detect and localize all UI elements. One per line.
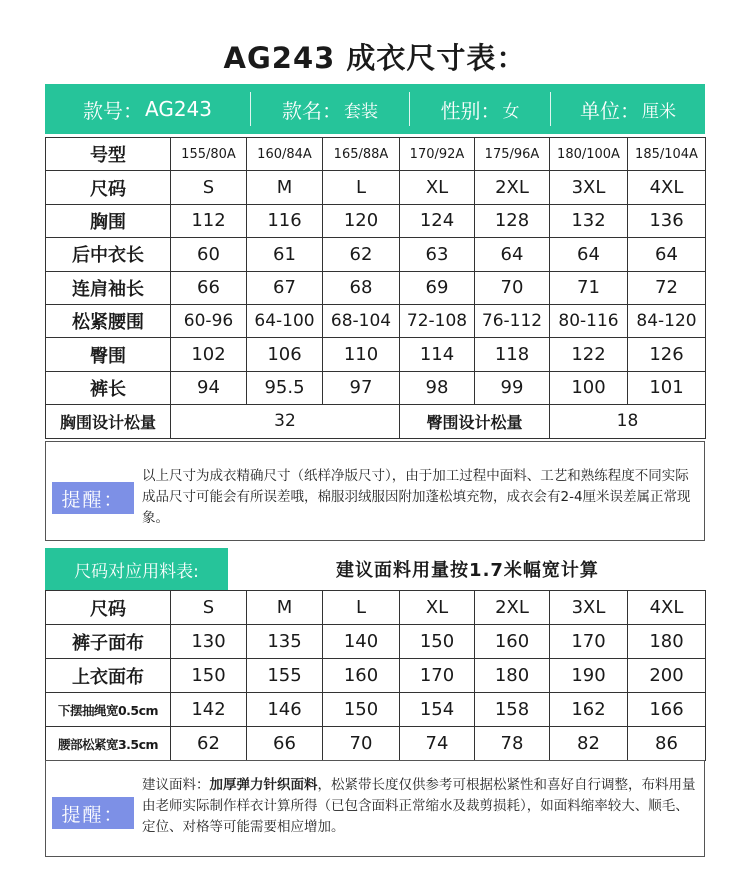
table-cell: 118 [475, 338, 550, 371]
table-cell: 66 [171, 271, 247, 304]
table-cell: 64 [628, 238, 706, 271]
fabric-reminder-body: ，松紧带长度仅供参考可根据松紧性和喜好自行调整，布料用量由老师实际制作样衣计算所得（已包含面料正常缩水及裁剪损耗），如面料缩率较大、顺毛、定位、对格等可能需要相应增加。 [142, 777, 696, 835]
unit-value: 厘米 [642, 101, 676, 122]
divider [550, 92, 551, 126]
row-label: 连肩袖长 [46, 271, 171, 304]
unit [551, 84, 705, 134]
table-cell: 67 [247, 271, 323, 304]
fabric-reminder-prefix: 建议面料： [142, 777, 210, 793]
table-cell: 70 [475, 271, 550, 304]
table-row [46, 727, 706, 761]
table-cell: 165/88A [323, 138, 400, 171]
gender [410, 84, 550, 134]
hip-ease-value: 18 [550, 405, 706, 438]
style-number-label: 款号： [82, 98, 143, 123]
table-cell: 62 [323, 238, 400, 271]
table-cell: 150 [323, 693, 400, 727]
table-cell: 158 [475, 693, 550, 727]
table-cell: 180/100A [550, 138, 628, 171]
hip-ease-label: 臀围设计松量 [400, 405, 550, 438]
size-table [45, 137, 706, 439]
table-cell: 170 [400, 659, 475, 693]
style-name-label: 款名： [282, 98, 342, 123]
table-cell: 84-120 [628, 304, 706, 337]
table-cell: 142 [171, 693, 247, 727]
table-cell: 64-100 [247, 304, 323, 337]
page-title: AG243 成衣尺寸表： [223, 41, 527, 75]
product-info-band [45, 84, 705, 134]
table-cell: S [171, 171, 247, 204]
table-cell: S [171, 591, 247, 625]
table-row [46, 204, 706, 237]
table-row [46, 171, 706, 204]
reminder-text: 以上尺寸为成衣精确尺寸（纸样净版尺寸），由于加工过程中面料、工艺和熟练程度不同实际成品尺寸可能会有所误差哦，棉服羽绒服因附加蓬松填充物，成衣会有2-4厘米误差属正常现象。 [142, 468, 691, 526]
table-cell: 110 [323, 338, 400, 371]
table-cell: 122 [550, 338, 628, 371]
row-label: 号型 [46, 138, 171, 171]
table-cell: 68 [323, 271, 400, 304]
row-label: 胸围 [46, 204, 171, 237]
table-row [46, 693, 706, 727]
table-cell: 180 [628, 625, 706, 659]
table-cell: 136 [628, 204, 706, 237]
table-cell: 162 [550, 693, 628, 727]
row-label: 后中衣长 [46, 238, 171, 271]
table-cell: 130 [171, 625, 247, 659]
table-cell: L [323, 171, 400, 204]
table-cell: 128 [475, 204, 550, 237]
table-cell: 185/104A [628, 138, 706, 171]
table-cell: 180 [475, 659, 550, 693]
table-cell: 80-116 [550, 304, 628, 337]
table-cell: M [247, 591, 323, 625]
fabric-reminder-text [142, 775, 697, 838]
row-label: 尺码 [46, 171, 171, 204]
table-cell: 120 [323, 204, 400, 237]
style-number [45, 84, 250, 134]
table-cell: 155 [247, 659, 323, 693]
table-cell: 2XL [475, 171, 550, 204]
table-row [46, 271, 706, 304]
fabric-title: 建议面料用量按1.7米幅宽计算 [336, 560, 599, 581]
table-cell: 66 [247, 727, 323, 761]
table-cell: L [323, 591, 400, 625]
table-cell: 160 [323, 659, 400, 693]
table-cell: 170 [550, 625, 628, 659]
row-label: 上衣面布 [46, 659, 171, 693]
table-cell: 60-96 [171, 304, 247, 337]
fabric-reminder-highlight: 加厚弹力针织面料 [209, 777, 318, 793]
style-number-value: AG243 [144, 97, 212, 121]
table-cell: 100 [550, 371, 628, 404]
fabric-tag: 尺码对应用料表: [45, 548, 228, 590]
table-cell: 71 [550, 271, 628, 304]
table-cell: 98 [400, 371, 475, 404]
row-label: 松紧腰围 [46, 304, 171, 337]
table-cell: 99 [475, 371, 550, 404]
style-name-value: 套装 [344, 101, 378, 122]
table-cell: 94 [171, 371, 247, 404]
table-cell: XL [400, 171, 475, 204]
chest-ease-value: 32 [171, 405, 400, 438]
table-cell: 76-112 [475, 304, 550, 337]
table-cell: 62 [171, 727, 247, 761]
table-cell: 82 [550, 727, 628, 761]
row-label: 下摆抽绳宽0.5cm [46, 693, 171, 727]
table-cell: 64 [550, 238, 628, 271]
table-cell: 70 [323, 727, 400, 761]
table-cell: 170/92A [400, 138, 475, 171]
table-cell: 114 [400, 338, 475, 371]
row-label: 腰部松紧宽3.5cm [46, 727, 171, 761]
style-name [251, 84, 409, 134]
table-cell: 150 [400, 625, 475, 659]
row-label: 尺码 [46, 591, 171, 625]
gender-label: 性别： [440, 98, 501, 123]
table-row [46, 659, 706, 693]
table-row [46, 338, 706, 371]
table-cell: 160/84A [247, 138, 323, 171]
table-cell: 112 [171, 204, 247, 237]
ease-row [46, 405, 706, 438]
row-label: 裤子面布 [46, 625, 171, 659]
reminder-box [45, 441, 705, 541]
table-cell: 124 [400, 204, 475, 237]
table-cell: 166 [628, 693, 706, 727]
fabric-reminder-tag: 提醒： [52, 797, 134, 829]
table-cell: 116 [247, 204, 323, 237]
table-cell: 160 [475, 625, 550, 659]
table-cell: 86 [628, 727, 706, 761]
reminder-tag: 提醒： [52, 482, 134, 514]
table-cell: 135 [247, 625, 323, 659]
table-cell: 97 [323, 371, 400, 404]
row-label: 裤长 [46, 371, 171, 404]
unit-label: 单位： [580, 98, 640, 123]
table-cell: 4XL [628, 171, 706, 204]
table-cell: 95.5 [247, 371, 323, 404]
table-cell: 64 [475, 238, 550, 271]
table-cell: 3XL [550, 171, 628, 204]
table-cell: 190 [550, 659, 628, 693]
table-row [46, 238, 706, 271]
table-cell: 72 [628, 271, 706, 304]
divider [409, 92, 410, 126]
table-row [46, 138, 706, 171]
table-cell: 4XL [628, 591, 706, 625]
table-cell: 78 [475, 727, 550, 761]
table-cell: 2XL [475, 591, 550, 625]
table-cell: 60 [171, 238, 247, 271]
table-cell: 74 [400, 727, 475, 761]
table-cell: 68-104 [323, 304, 400, 337]
table-cell: 72-108 [400, 304, 475, 337]
table-cell: 69 [400, 271, 475, 304]
fabric-header [45, 548, 705, 590]
divider [250, 92, 251, 126]
table-cell: XL [400, 591, 475, 625]
fabric-table [45, 590, 706, 761]
table-cell: 102 [171, 338, 247, 371]
table-row [46, 591, 706, 625]
table-cell: 200 [628, 659, 706, 693]
fabric-reminder-box [45, 760, 705, 857]
table-cell: 126 [628, 338, 706, 371]
table-cell: 146 [247, 693, 323, 727]
table-row [46, 625, 706, 659]
table-cell: 155/80A [171, 138, 247, 171]
table-cell: 154 [400, 693, 475, 727]
table-cell: 63 [400, 238, 475, 271]
table-row [46, 371, 706, 404]
chest-ease-label: 胸围设计松量 [46, 405, 171, 438]
table-cell: 175/96A [475, 138, 550, 171]
table-cell: 106 [247, 338, 323, 371]
table-cell: 140 [323, 625, 400, 659]
table-cell: 101 [628, 371, 706, 404]
table-cell: 150 [171, 659, 247, 693]
table-row [46, 304, 706, 337]
table-cell: M [247, 171, 323, 204]
table-cell: 3XL [550, 591, 628, 625]
table-cell: 132 [550, 204, 628, 237]
row-label: 臀围 [46, 338, 171, 371]
gender-value: 女 [502, 101, 520, 122]
table-cell: 61 [247, 238, 323, 271]
